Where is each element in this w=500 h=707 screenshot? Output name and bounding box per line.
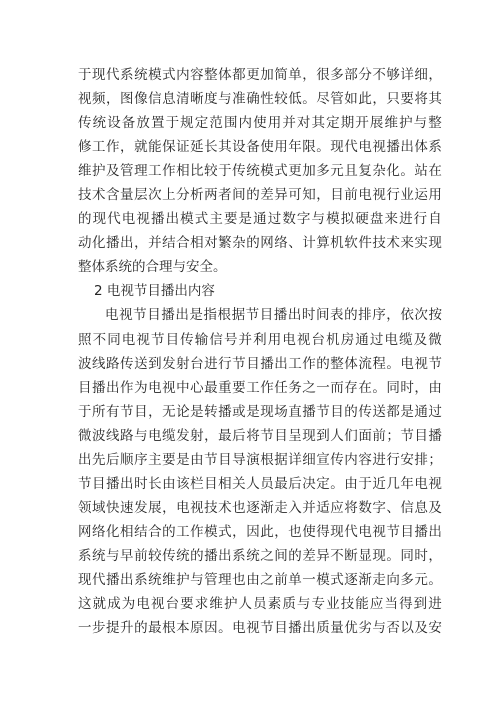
text-line: 电 视 节 目 播 出 是 指 根 据 节 目 播 出 时 间 表 的 排 序 ， 依 次 按	[105, 307, 442, 324]
text-line: 波 线 路 传 送 到 发 射 台 进 行 节 目 播 出 工 作 的 整 体 流 程 。 电 视 节	[78, 355, 442, 372]
text-line: 于 所 有 节 目 ， 无 论 是 转 播 或 是 现 场 直 播 节 目 的 传 送 都 是 通 过	[78, 403, 442, 420]
text-line: 一 步 提 升 的 最 根 本 原 因 。 电 视 节 目 播 出 质 量 优 劣 与 否 以 及 安	[78, 620, 442, 637]
text-line: 出 先 后 顺 序 主 要 是 由 节 目 导 演 根 据 详 细 宣 传 内 容 进 行 安 排 ；	[78, 451, 442, 468]
text-line: 照 不 同 电 视 节 目 传 输 信 号 并 利 用 电 视 台 机 房 通 过 电 缆 及 微	[78, 331, 442, 348]
text-line: 维 护 及 管 理 工 作 相 比 较 于 传 统 模 式 更 加 多 元 且 复 杂 化 。 站 在	[78, 163, 442, 180]
text-line: 系 统 与 早 前 较 传 统 的 播 出 系 统 之 间 的 差 异 不 断 显 现 。 同 时 ，	[78, 547, 442, 564]
text-line: 领 域 快 速 发 展 ， 电 视 技 术 也 逐 渐 走 入 并 适 应 将 数 字 、 信 息 及	[78, 499, 442, 516]
text-line: 于 现 代 系 统 模 式 内 容 整 体 都 更 加 简 单 ， 很 多 部 分 不 够 详 细 ，	[78, 67, 442, 83]
document-body	[78, 63, 442, 640]
section-heading: 2 电视节目播出内容	[94, 283, 215, 300]
text-line: 这 就 成 为 电 视 台 要 求 维 护 人 员 素 质 与 专 业 技 能 应 当 得 到 进	[78, 596, 442, 613]
text-line: 修 工 作 ， 就 能 保 证 延 长 其 设 备 使 用 年 限 。 现 代 电 视 播 出 体 系	[78, 139, 442, 156]
text-line: 视 频 ， 图 像 信 息 清 晰 度 与 准 确 性 较 低 。 尽 管 如 此 ， 只 要 将 其	[78, 91, 442, 108]
text-line: 整体系统的合理与安全。	[78, 259, 227, 276]
text-line: 目 播 出 作 为 电 视 中 心 最 重 要 工 作 任 务 之 一 而 存 在 。 同 时 ， 由	[78, 379, 442, 396]
text-line: 技 术 含 量 层 次 上 分 析 两 者 间 的 差 异 可 知 ， 目 前 电 视 行 业 运 用	[78, 187, 442, 204]
text-line: 的 现 代 电 视 播 出 模 式 主 要 是 通 过 数 字 与 模 拟 硬 盘 来 进 行 自	[78, 211, 442, 228]
text-line: 传 统 设 备 放 置 于 规 定 范 围 内 使 用 并 对 其 定 期 开 展 维 护 与 整	[78, 115, 442, 132]
text-line: 动 化 播 出 ， 并 结 合 相 对 繁 杂 的 网 络 、 计 算 机 软 件 技 术 来 实 现	[78, 235, 442, 252]
text-line: 现 代 播 出 系 统 维 护 与 管 理 也 由 之 前 单 一 模 式 逐 渐 走 向 多 元 。	[78, 571, 442, 588]
text-line: 网 络 化 相 结 合 的 工 作 模 式 ， 因 此 ， 也 使 得 现 代 电 视 节 目 播 出	[78, 523, 442, 540]
text-line: 节 目 播 出 时 长 由 该 栏 目 相 关 人 员 最 后 决 定 。 由 于 近 几 年 电 视	[78, 475, 442, 492]
text-line: 微 波 线 路 与 电 缆 发 射 ， 最 后 将 节 目 呈 现 到 人 们 面 前 ； 节 目 播	[78, 427, 442, 444]
